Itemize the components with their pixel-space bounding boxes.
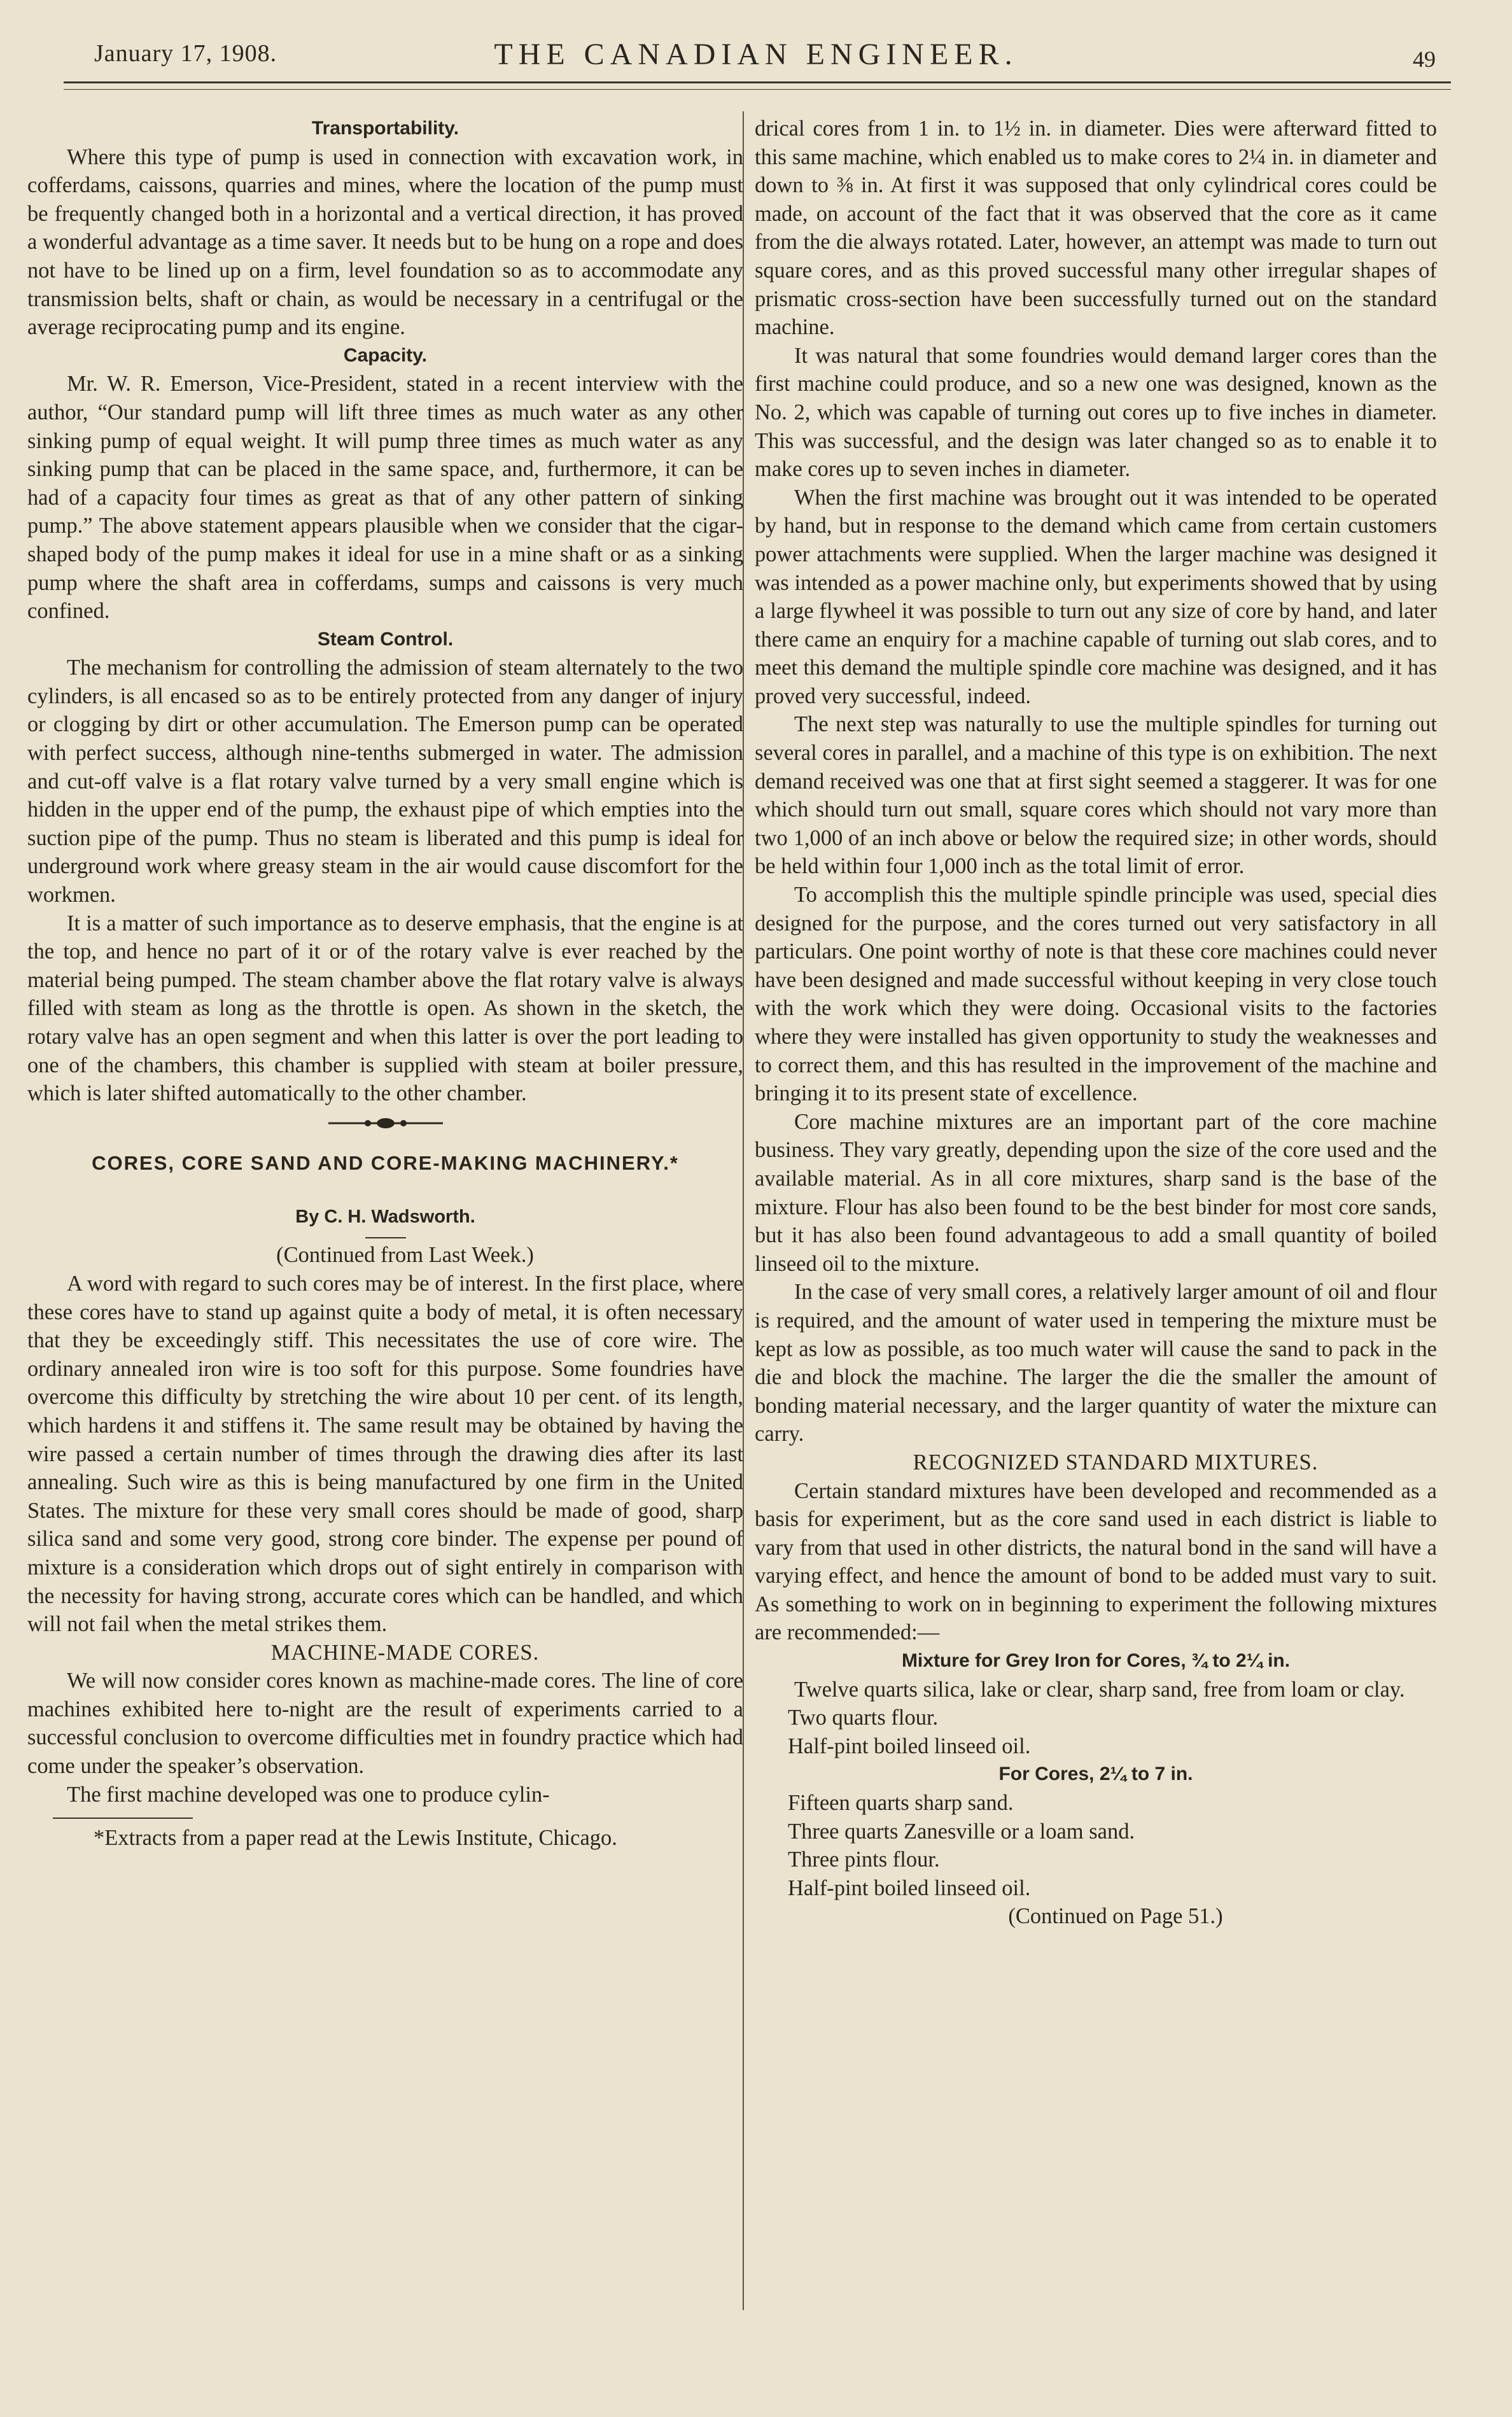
- article-byline: By C. H. Wadsworth.: [295, 1206, 475, 1227]
- journal-title: THE CANADIAN ENGINEER.: [494, 38, 1018, 71]
- recipe-line: Three pints flour.: [788, 1847, 940, 1872]
- paragraph: The first machine developed was one to produce cylin-: [67, 1782, 550, 1807]
- recipe-line: Three quarts Zanesville or a loam sand.: [788, 1819, 1135, 1844]
- subheading-machine-made-cores: MACHINE-MADE CORES.: [270, 1640, 540, 1665]
- article-title: CORES, CORE SAND AND CORE-MAKING MACHINERY.*: [92, 1151, 679, 1174]
- recipe-line: Fifteen quarts sharp sand.: [788, 1791, 1014, 1816]
- recipe-line: Twelve quarts silica, lake or clear, sharp sand, free from loam or clay.: [794, 1677, 1405, 1702]
- ornament-divider-icon: [27, 1112, 743, 1137]
- recipe-line: Half-pint boiled linseed oil.: [788, 1875, 1031, 1900]
- continued-note: (Continued from Last Week.): [276, 1243, 534, 1268]
- page-number: 49: [1413, 46, 1436, 72]
- recipe-line: Two quarts flour.: [788, 1706, 939, 1730]
- paragraph: The mechanism for controlling the admission of steam alternately to the two cylinders, is all encased so as to be entirely protected from any danger of injury or clogging by dirt or other accumulation. The Emerson pump can be operated with perfect success, although nine-tenths submerged in water. The admission and cut-off valve is a flat rotary valve turned by a very small engine which is hidden in the upper end of the pump, the exhaust pipe of which empties into the suction pipe of the pump. Thus no steam is liberated and this pump is ideal for underground work where greasy steam in the air would cause discomfort for the workmen.: [27, 655, 743, 907]
- paragraph: Certain standard mixtures have been developed and recommended as a basis for experiment, but as the core sand used in each district is liable to vary from that used in other districts, the natural bond in the sand will have a varying effect, and hence the amount of bond to be added must vary to suit. As something to work on in beginning to experiment the following mixtures are recommended:—: [755, 1478, 1437, 1645]
- paragraph: In the case of very small cores, a relatively larger amount of oil and flour is required, and the amount of water used in tempering the mixture must be kept as low as possible, as too much water will cause the sand to pack in the die and block the machine. The larger the die the smaller the amount of bonding material necessary, and the larger quantity of water the mixture can carry.: [755, 1280, 1437, 1447]
- running-header: [70, 39, 1442, 84]
- footnote-rule: [53, 1818, 193, 1819]
- issue-date: January 17, 1908.: [94, 40, 277, 67]
- recipe-line: Half-pint boiled linseed oil.: [788, 1734, 1031, 1758]
- paragraph: Mr. W. R. Emerson, Vice-President, stated in a recent interview with the author, “Our standard pump will lift three times as much water as any other sinking pump of equal weight. It will pump three times as much water as any sinking pump that can be placed in the same space, and, furthermore, it can be had of a capacity four times as great as that of any other pattern of sinking pump.” The above statement appears plausible when we consider that the cigar-shaped body of the pump makes it ideal for use in a mine shaft or as a sinking pump where the shaft area in cofferdams, sumps and caissons is very much confined.: [27, 372, 743, 624]
- section-heading-capacity: Capacity.: [343, 344, 428, 366]
- section-heading-transportability: Transportability.: [311, 118, 459, 139]
- footnote: *Extracts from a paper read at the Lewis Institute, Chicago.: [94, 1826, 617, 1851]
- paragraph: drical cores from 1 in. to 1½ in. in diameter. Dies were afterward fitted to this same machine, which enabled us to make cores to 2¼ in. in diameter and down to ⅜ in. At first it was supposed that only cylindrical cores could be made, on account of the fact that it was observed that the core as it came from the die always rotated. Later, however, an attempt was made to turn out square cores, and as this proved successful many other irregular shapes of prismatic cross-section have been successfully turned out on the standard machine.: [755, 116, 1437, 340]
- paragraph: A word with regard to such cores may be of interest. In the first place, where these cores have to stand up against quite a body of metal, it is often necessary that they be exceedingly stiff. This necessitates the use of core wire. The ordinary annealed iron wire is too soft for this purpose. Some foundries have overcome this difficulty by stretching the wire about 10 per cent. of its length, which hardens it and stiffens it. The same result may be obtained by having the wire passed a certain number of times through the drawing dies after its last annealing. Such wire as this is being manufactured by one firm in the United States. The mixture for these very small cores should be made of good, sharp silica sand and some very good, strong core binder. The expense per pound of mixture is a consideration which drops out of sight entirely in comparison with the necessity for having strong, accurate cores which can be handled, and which will not fail when the metal strikes them.: [27, 1271, 743, 1637]
- paragraph: The next step was naturally to use the multiple spindles for turning out several cores in parallel, and a machine of this type is on exhibition. The next demand received was one that at first sight seemed a staggerer. It was for one which should turn out small, square cores which should not vary more than two 1,000 of an inch above or below the required size; in other words, should be held within four 1,000 inch as the total limit of error.: [755, 712, 1437, 879]
- paragraph: When the first machine was brought out it was intended to be operated by hand, but in response to the demand which came from certain customers power attachments were supplied. When the larger machine was designed it was intended as a power machine only, but experiments showed that by using a large flywheel it was possible to turn out any size of core by hand, and later there came an enquiry for a machine capable of turning out slab cores, and to meet this demand the multiple spindle core machine was designed, and it has proved very successful, indeed.: [755, 485, 1437, 708]
- header-rule-thick: [64, 81, 1451, 83]
- paragraph: Where this type of pump is used in connection with excavation work, in cofferdams, caissons, quarries and mines, where the location of the pump must be frequently changed both in a horizontal and a vertical direction, it has proved a wonderful advantage as a time saver. It needs but to be hung on a rope and does not have to be lined up on a firm, level foundation so as to accommodate any transmission belts, shaft or chain, as would be necessary in a centrifugal or the average reciprocating pump and its engine.: [27, 144, 743, 340]
- byline-rule: [365, 1237, 406, 1238]
- paragraph: Core machine mixtures are an important part of the core machine business. They vary greatly, depending upon the size of the core used and the available material. As in all core mixtures, sharp sand is the base of the mixture. Flour has also been found to be the best binder for most core sands, but it has also been found advantageous to add a small quantity of boiled linseed oil to the mixture.: [755, 1109, 1437, 1276]
- paragraph: We will now consider cores known as machine-made cores. The line of core machines exhibited here to-night are the result of experiments carried to a successful conclusion to overcome difficulties met in foundry practice which had come under the speaker’s observation.: [27, 1669, 743, 1779]
- section-heading-steam-control: Steam Control.: [317, 628, 454, 650]
- paragraph: It was natural that some foundries would demand larger cores than the first machine could produce, and so a new one was designed, known as the No. 2, which was capable of turning out cores up to five inches in diameter. This was successful, and the design was later changed so as to enable it to make cores up to seven inches in diameter.: [755, 343, 1437, 482]
- subheading-recognized-standard-mixtures: RECOGNIZED STANDARD MIXTURES.: [913, 1450, 1319, 1475]
- continued-on-note: (Continued on Page 51.): [1008, 1904, 1223, 1929]
- paragraph: It is a matter of such importance as to deserve emphasis, that the engine is at the top, and hence no part of it or of the rotary valve is ever reached by the material being pumped. The steam chamber above the flat rotary valve is always filled with steam as long as the throttle is open. As shown in the sketch, the rotary valve has an open segment and when this latter is over the port leading to one of the chambers, this chamber is supplied with steam at boiler pressure, which is later shifted automatically to the other chamber.: [27, 911, 743, 1106]
- left-column: [27, 115, 743, 1853]
- header-rule-thin: [64, 89, 1451, 90]
- mixture-heading-grey-iron: Mixture for Grey Iron for Cores, ¾ to 2¼ in.: [901, 1650, 1291, 1672]
- mixture-heading-large-cores: For Cores, 2¼ to 7 in.: [998, 1763, 1193, 1785]
- right-column: [755, 115, 1437, 1931]
- paragraph: To accomplish this the multiple spindle principle was used, special dies designed for the purpose, and the cores turned out very satisfactory in all particulars. One point worthy of note is that these core machines could never have been designed and made successful without keeping in very close touch with the work which they were doing. Occasional visits to the factories where they were installed has given opportunity to study the weaknesses and to correct them, and this has resulted in the improvement of the machine and bringing it to its present state of excellence.: [755, 883, 1437, 1106]
